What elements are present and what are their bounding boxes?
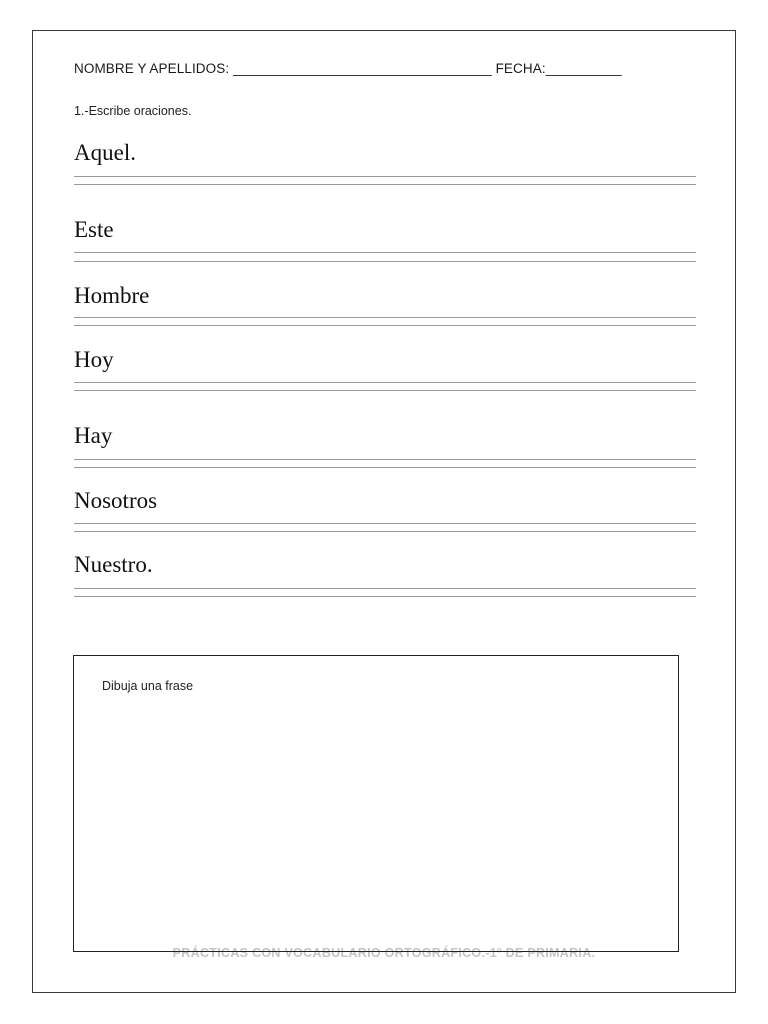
writing-line[interactable]: [74, 531, 696, 532]
writing-line[interactable]: [74, 588, 696, 589]
prompt-word: Hay: [74, 423, 113, 448]
writing-line[interactable]: [74, 317, 696, 318]
prompt-word: Este: [74, 217, 114, 242]
writing-line[interactable]: [74, 252, 696, 253]
writing-line[interactable]: [74, 459, 696, 460]
writing-line[interactable]: [74, 382, 696, 383]
drawing-box[interactable]: [73, 655, 679, 952]
writing-line[interactable]: [74, 176, 696, 177]
writing-line[interactable]: [74, 325, 696, 326]
writing-line[interactable]: [74, 596, 696, 597]
footer-watermark: PRÁCTICAS CON VOCABULARIO ORTOGRÁFICO.-1º DE PRIMARIA.: [172, 946, 596, 960]
writing-line[interactable]: [74, 523, 696, 524]
prompt-word: Hombre: [74, 283, 150, 308]
prompt-word: Aquel.: [74, 140, 136, 165]
drawing-box-label: Dibuja una frase: [102, 679, 194, 693]
writing-line[interactable]: [74, 390, 696, 391]
exercise-instruction: 1.-Escribe oraciones.: [74, 104, 192, 118]
writing-line[interactable]: [74, 467, 696, 468]
writing-line[interactable]: [74, 261, 696, 262]
prompt-word: Hoy: [74, 347, 114, 372]
prompt-word: Nuestro.: [74, 552, 153, 577]
prompt-word: Nosotros: [74, 488, 158, 513]
writing-line[interactable]: [74, 184, 696, 185]
name-date-header: NOMBRE Y APELLIDOS: __________________________________ FECHA:__________: [74, 61, 622, 76]
